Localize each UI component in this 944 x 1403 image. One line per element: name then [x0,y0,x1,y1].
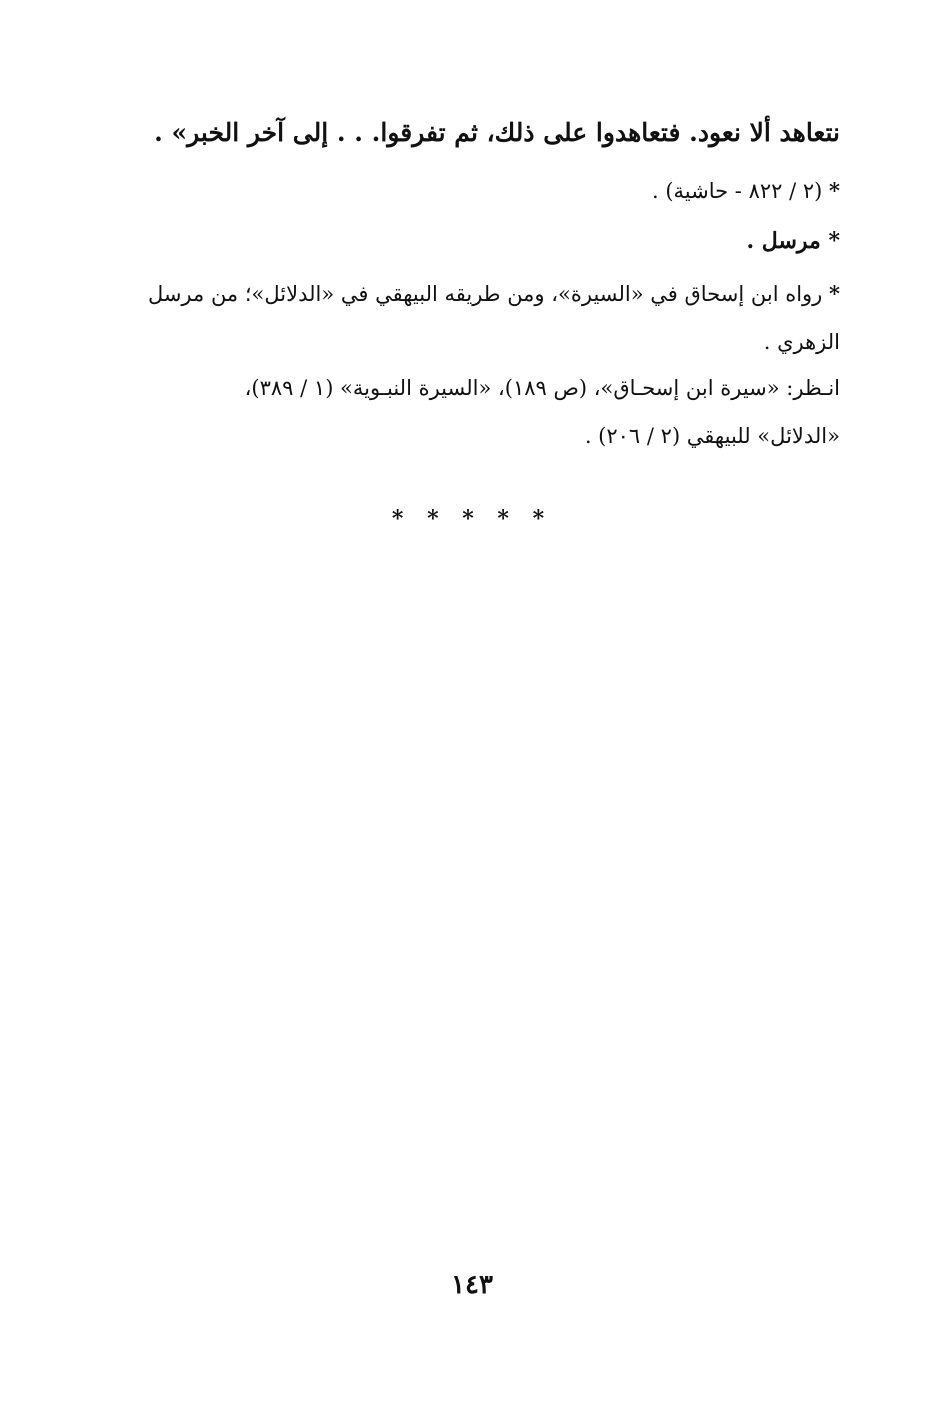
source-paragraph [118,270,840,366]
section-separator: * * * * * [391,506,553,532]
grade-text: مرسل . [746,228,821,254]
see-also-line-2: «الدلائل» للبيهقي (٢ / ٢٠٦) . [584,424,840,448]
see-also-paragraph [118,364,840,460]
page-number: ١٤٣ [451,1270,493,1300]
quote-ending-line [118,118,840,147]
reference-bullet: * [829,178,840,203]
grade-bullet: * [828,228,840,254]
see-also-line-1: انـظر: «سيرة ابن إسحـاق»، (ص ١٨٩)، «السيرة النبـوية» (١ / ٣٨٩)، [244,376,840,400]
grade-line [118,228,840,254]
quote-text: نتعاهد ألا نعود. فتعاهدوا على ذلك، ثم تفرقوا. . . إلى آخر الخبر» . [154,118,840,147]
source-bullet: * [829,281,840,306]
reference-text: (٢ / ٨٢٢ - حاشية) . [652,179,823,203]
reference-line [118,178,840,203]
source-text: رواه ابن إسحاق في «السيرة»، ومن طريقه البيهقي في «الدلائل»؛ من مرسل الزهري . [147,282,840,354]
